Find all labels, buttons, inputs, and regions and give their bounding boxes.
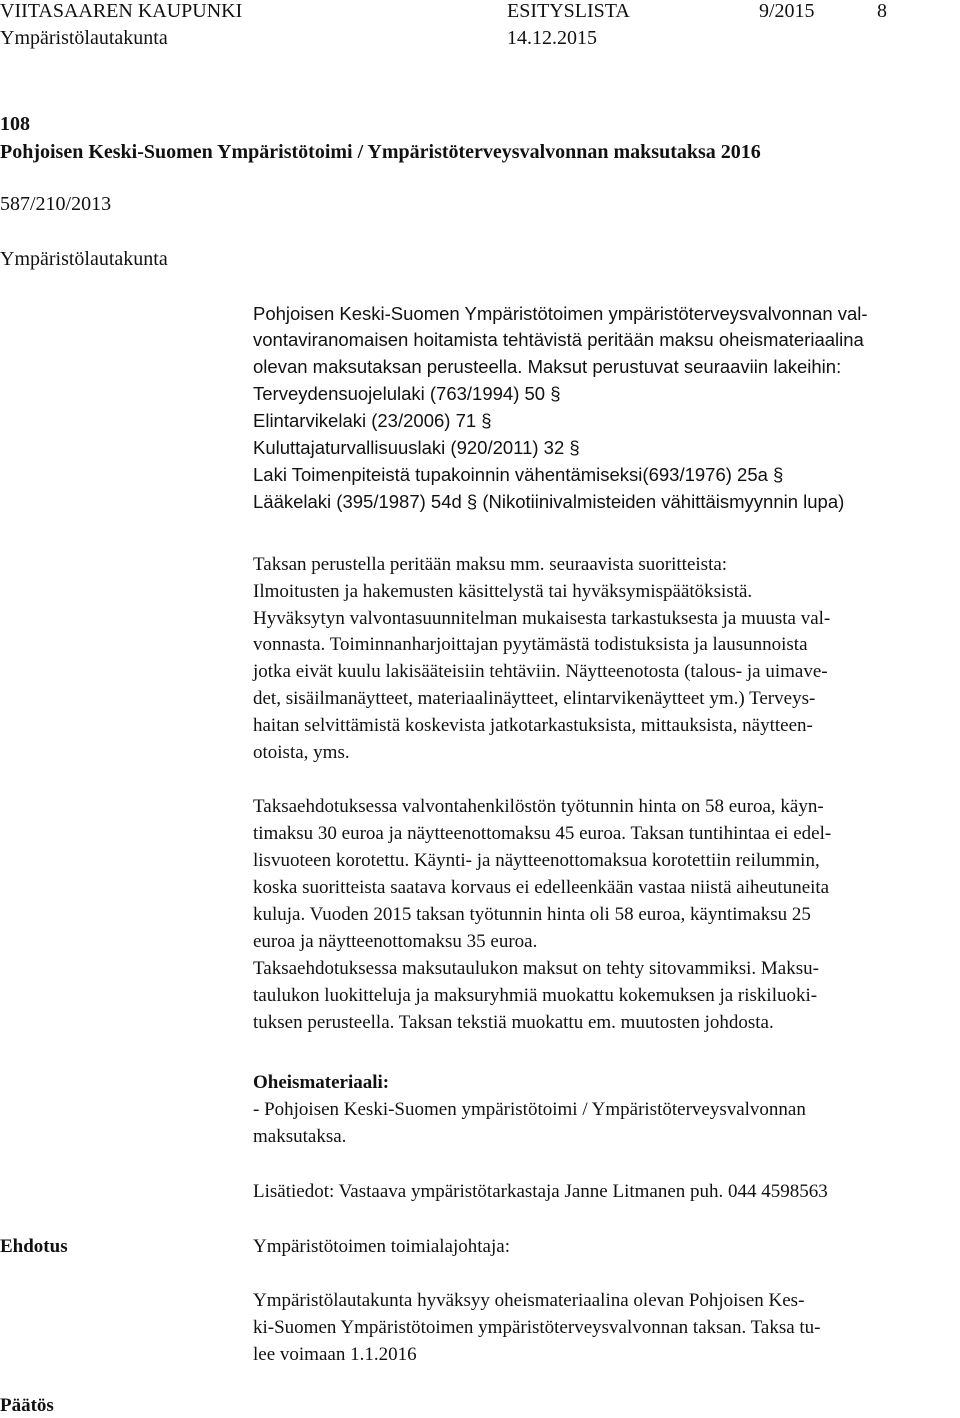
intro-line: Pohjoisen Keski-Suomen Ympäristötoimen ympäristöterveysvalvonnan val- <box>253 303 868 324</box>
header-date: 14.12.2015 <box>507 27 597 49</box>
header-doc-type: ESITYSLISTA <box>507 0 630 22</box>
basis-line: Ilmoitusten ja hakemusten käsittelystä tai hyväksymispäätöksistä. <box>253 581 753 602</box>
basis-line: jotka eivät kuulu lakisääteisiin tehtäviin. Näytteenotosta (talous- ja uimave- <box>253 661 828 682</box>
header-page: 8 <box>877 0 887 22</box>
law-item: Kuluttajaturvallisuuslaki (920/2011) 32 § <box>253 437 580 458</box>
proposal-label: Ehdotus <box>0 1236 68 1257</box>
basis-line: det, sisäilmanäytteet, materiaalinäytteet, elintarvikenäytteet ym.) Terveys- <box>253 688 816 709</box>
proposal-line: ki-Suomen Ympäristötoimen ympäristöterveysvalvonnan taksan. Taksa tu- <box>253 1317 821 1338</box>
tariff-line: Taksaehdotuksessa maksutaulukon maksut on tehty sitovammiksi. Maksu- <box>253 958 819 979</box>
law-item: Elintarvikelaki (23/2006) 71 § <box>253 410 492 431</box>
header-org: VIITASAAREN KAUPUNKI <box>0 0 243 22</box>
more-info: Lisätiedot: Vastaava ympäristötarkastaja Janne Litmanen puh. 044 4598563 <box>253 1181 828 1202</box>
intro-line: olevan maksutaksan perusteella. Maksut perustuvat seuraaviin lakeihin: <box>253 356 842 377</box>
basis-line: Taksan perustella peritään maksu mm. seuraavista suoritteista: <box>253 554 728 575</box>
tariff-line: tuksen perusteella. Taksan tekstiä muokattu em. muutosten johdosta. <box>253 1012 774 1033</box>
basis-line: haitan selvittämistä koskevista jatkotarkastuksista, mittauksista, näytteen- <box>253 715 813 736</box>
header-committee: Ympäristölautakunta <box>0 27 168 49</box>
basis-line: Hyväksytyn valvontasuunnitelman mukaisesta tarkastuksesta ja muusta val- <box>253 608 831 629</box>
item-number: 108 <box>0 113 30 135</box>
tariff-line: koska suoritteista saatava korvaus ei edelleenkään vastaa niistä aiheutuneita <box>253 877 830 898</box>
tariff-line: Taksaehdotuksessa valvontahenkilöstön työtunnin hinta on 58 euroa, käyn- <box>253 796 824 817</box>
decision-label: Päätös <box>0 1395 54 1416</box>
attachment-line: - Pohjoisen Keski-Suomen ympäristötoimi / Ympäristöterveysvalvonnan <box>253 1099 806 1120</box>
header-issue: 9/2015 <box>759 0 815 22</box>
basis-line: otoista, yms. <box>253 742 350 763</box>
item-record: 587/210/2013 <box>0 193 112 215</box>
basis-line: vonnasta. Toiminnanharjoittajan pyytämästä todistuksista ja lausunnoista <box>253 634 808 655</box>
law-item: Terveydensuojelulaki (763/1994) 50 § <box>253 383 561 404</box>
law-item: Lääkelaki (395/1987) 54d § (Nikotiinivalmisteiden vähittäismyynnin lupa) <box>253 491 845 512</box>
proposal-line: Ympäristölautakunta hyväksyy oheismateriaalina olevan Pohjoisen Kes- <box>253 1290 805 1311</box>
law-item: Laki Toimenpiteistä tupakoinnin vähentämiseksi(693/1976) 25a § <box>253 464 784 485</box>
proposal-presenter: Ympäristötoimen toimialajohtaja: <box>253 1236 510 1257</box>
tariff-line: kuluja. Vuoden 2015 taksan työtunnin hinta oli 58 euroa, käyntimaksu 25 <box>253 904 811 925</box>
tariff-line: lisvuoteen korotettu. Käynti- ja näytteenottomaksua korotettiin reilummin, <box>253 850 820 871</box>
tariff-line: timaksu 30 euroa ja näytteenottomaksu 45 euroa. Taksan tuntihintaa ei edel- <box>253 823 832 844</box>
intro-line: vontaviranomaisen hoitamista tehtävistä peritään maksu oheismateriaalina <box>253 329 864 350</box>
item-title: Pohjoisen Keski-Suomen Ympäristötoimi / Ympäristöterveysvalvonnan maksutaksa 2016 <box>0 141 761 163</box>
attachments-heading: Oheismateriaali: <box>253 1072 390 1093</box>
item-body-name: Ympäristölautakunta <box>0 248 168 270</box>
proposal-line: lee voimaan 1.1.2016 <box>253 1344 417 1365</box>
tariff-line: taulukon luokitteluja ja maksuryhmiä muokattu kokemuksen ja riskiluoki- <box>253 985 818 1006</box>
attachment-line: maksutaksa. <box>253 1126 347 1147</box>
tariff-line: euroa ja näytteenottomaksu 35 euroa. <box>253 931 538 952</box>
